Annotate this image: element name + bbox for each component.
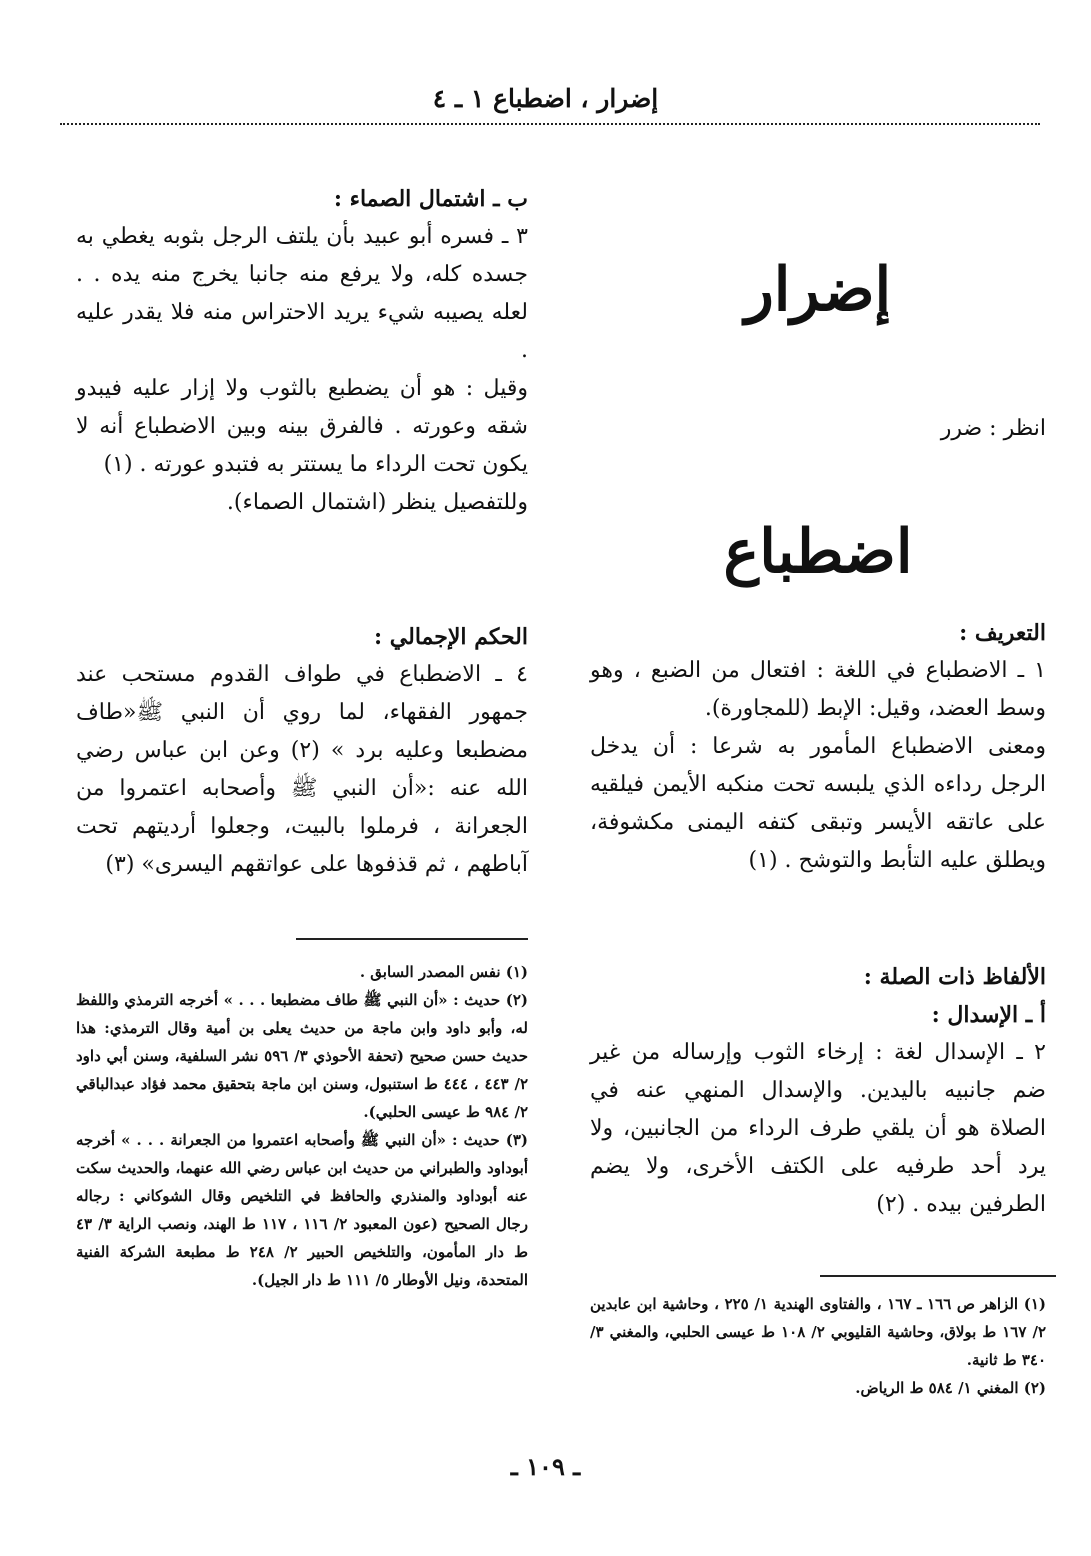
- footnote-divider-right: [820, 1275, 1056, 1277]
- footnotes-right: [590, 1290, 1046, 1402]
- ruling-heading: الحكم الإجمالي :: [374, 624, 528, 650]
- see-also-block: [590, 410, 1046, 448]
- paragraph-1: ١ ـ الاضطباع في اللغة : افتعال من الضبع ، وهو وسط العضد، وقيل: الإبط (للمجاورة).: [590, 658, 1046, 721]
- footnote-left-3: (٣) حديث : «أن النبي ﷺ وأصحابه اعتمروا من الجعرانة . . . » أخرجه أبوداود والطبراني من حديث ابن عباس رضي الله عنهما، والحديث سكت عنه أبوداود والمنذري والحافظ في التلخيص وقال الشوكاني : رجاله رجال الصحيح (عون المعبود ٢/ ١١٦ ، ١١٧ ط الهند، ونصب الراية ٣/ ٤٣ ط دار المأمون، والتلخيص الحبير ٢/ ٢٤٨ ط مطبعة الشركة الفنية المتحدة، ونيل الأوطار ٥/ ١١١ ط دار الجيل).: [76, 1131, 528, 1289]
- footnote-divider-left: [296, 938, 528, 940]
- entry-title-idtiba-block: [590, 512, 1046, 592]
- running-header: إضرار ، اضطباع ١ ـ ٤: [432, 84, 659, 113]
- see-also-reference: انظر : ضرر: [940, 416, 1046, 441]
- definition-heading: التعريف :: [959, 620, 1046, 646]
- paragraph-3c: وللتفصيل ينظر (اشتمال الصماء).: [226, 490, 528, 515]
- paragraph-1b: ومعنى الاضطباع المأمور به شرعا : أن يدخل الرجل رداءه الذي يلبسه تحت منكبه الأيمن فيلقيه على عاتقه الأيسر وتبقى كتفه اليمنى مكشوفة، ويطلق عليه التأبط والتوشح . (١): [590, 734, 1046, 873]
- header-divider: [60, 123, 1040, 125]
- footnote-right-1: (١) الزاهر ص ١٦٦ ـ ١٦٧ ، والفتاوى الهندية ١/ ٢٢٥ ، وحاشية ابن عابدين ٢/ ١٦٧ ط بولاق، وحاشية القليوبي ٢/ ١٠٨ ط عيسى الحلبي، والمغني ٣/ ٣٤٠ ط ثانية.: [590, 1295, 1046, 1369]
- section-ishtimal: [76, 180, 528, 522]
- subheading-isdal: أ ـ الإسدال :: [931, 1002, 1046, 1028]
- entry-title-idrar: إضرار: [744, 255, 892, 325]
- ruling-section: [76, 618, 528, 884]
- footnote-left-2: (٢) حديث : «أن النبي ﷺ طاف مضطبعا . . . » أخرجه الترمذي واللفظ له، وأبو داود وابن ماجة من حديث يعلى بن أمية وقال الترمذي: هذا حديث حسن صحيح (تحفة الأحوذي ٣/ ٥٩٦ نشر السلفية، وسنن أبي داود ٢/ ٤٤٣ ، ٤٤٤ ط استنبول، وسنن ابن ماجة بتحقيق محمد فؤاد عبدالباقي ٢/ ٩٨٤ ط عيسى الحلبي).: [76, 991, 529, 1121]
- paragraph-3: ٣ ـ فسره أبو عبيد بأن يلتف الرجل بثوبه يغطي به جسده كله، ولا يرفع منه جانبا يخرج منه يده . . لعله يصيبه شيء يريد الاحتراس منه فلا يقدر عليه .: [76, 224, 528, 363]
- definition-section: [590, 614, 1046, 880]
- footnote-right-2: (٢) المغني ١/ ٥٨٤ ط الرياض.: [855, 1379, 1046, 1397]
- paragraph-3b: وقيل : هو أن يضطبع بالثوب ولا إزار عليه فيبدو شقه وعورته . فالفرق بينه وبين الاضطباع أنه لا يكون تحت الرداء ما يستتر به فتبدو عورته . (١): [76, 376, 528, 477]
- entry-title-idrar-block: [590, 250, 1046, 330]
- related-terms-section: [590, 958, 1046, 1224]
- entry-title-idtiba: اضطباع: [723, 517, 913, 587]
- related-terms-heading: الألفاظ ذات الصلة :: [863, 964, 1046, 990]
- paragraph-2: ٢ ـ الإسدال لغة : إرخاء الثوب وإرساله من غير ضم جانبيه باليدين. والإسدال المنهي عنه في الصلاة هو أن يلقي طرف الرداء من الجانبين، ولا يرد أحد طرفيه على الكتف الأخرى، ولا يضم الطرفين بيده . (٢): [590, 1040, 1046, 1217]
- page-number: ـ ١٠٩ ـ: [510, 1452, 581, 1481]
- paragraph-4: ٤ ـ الاضطباع في طواف القدوم مستحب عند جمهور الفقهاء، لما روي أن النبي ﷺ«طاف مضطبعا وعليه برد » (٢) وعن ابن عباس رضي الله عنه :«أن النبي ﷺ وأصحابه اعتمروا من الجعرانة ، فرملوا بالبيت، وجعلوا أرديتهم تحت آباطهم ، ثم قذفوها على عواتقهم اليسرى» (٣): [76, 662, 528, 877]
- footnotes-left: [76, 958, 528, 1294]
- footnote-left-1: (١) نفس المصدر السابق .: [359, 963, 528, 981]
- subheading-ishtimal: ب ـ اشتمال الصماء :: [333, 186, 528, 212]
